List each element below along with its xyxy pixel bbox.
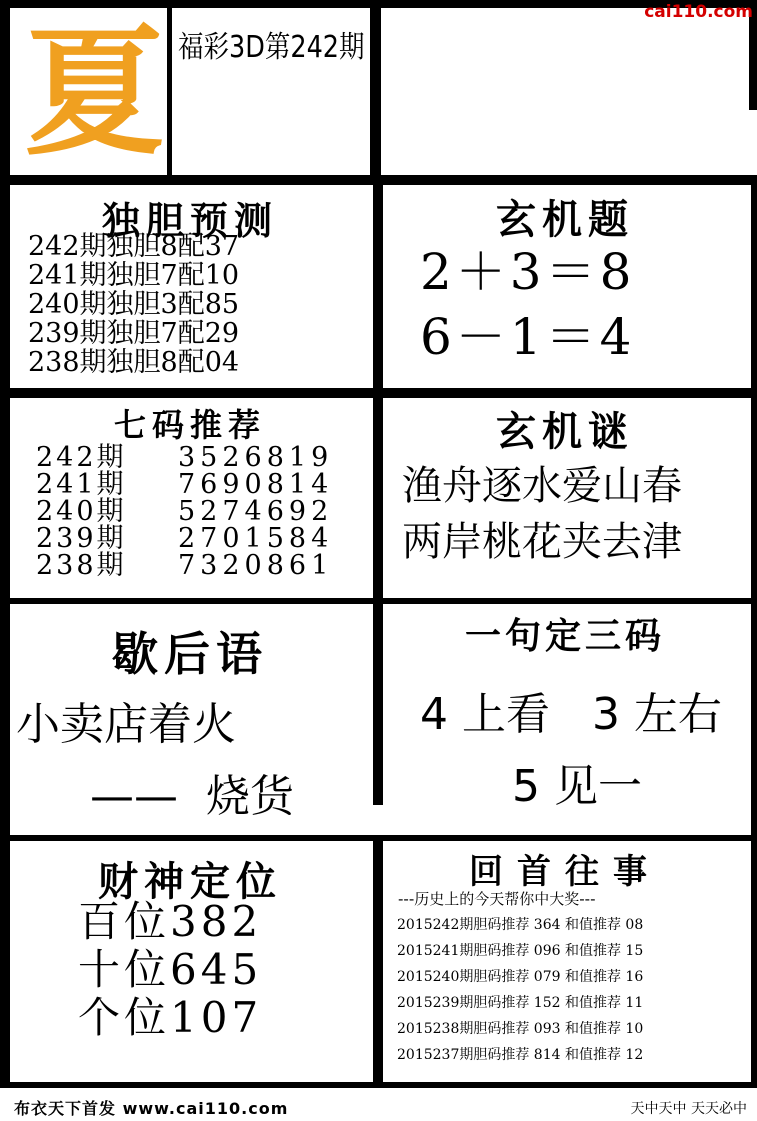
grid-row-2 (0, 388, 757, 398)
qima-table (36, 444, 333, 579)
huishou-row: 2015240期胆码推荐 079 和值推荐 16 (397, 969, 644, 985)
qima-row (36, 525, 333, 552)
caishen-list (78, 898, 262, 1042)
qima-title: 七码推荐 (113, 406, 266, 444)
grid-right-edge (751, 175, 757, 1088)
riddle-line: 两岸桃花夹去津 (402, 519, 682, 565)
huishou-subtitle: ---历史上的今天帮你中大奖--- (398, 890, 596, 908)
grid-mid-col (373, 175, 383, 805)
dudan-title: 独胆预测 (101, 198, 278, 243)
qima-code: 5274692 (178, 496, 334, 527)
grid-row-3 (0, 598, 757, 604)
xuanjiti-title: 玄机题 (496, 196, 634, 243)
qima-period: 242期 (36, 442, 127, 473)
dudan-list (28, 232, 239, 377)
huishou-list (397, 912, 643, 1068)
yiju-line1: 4 上看 3 左右 (420, 689, 722, 740)
qima-period: 239期 (36, 523, 127, 554)
dudan-row: 240期独胆3配85 (28, 289, 240, 320)
riddle-line: 渔舟逐水爱山春 (402, 463, 682, 509)
grid-frame-left (0, 0, 10, 1088)
huishou-row: 2015241期胆码推荐 096 和值推荐 15 (397, 943, 644, 959)
site-badge[interactable]: cai110.com (644, 2, 753, 22)
dudan-row: 239期独胆7配29 (28, 318, 240, 349)
yiju-line2: 5 见一 (512, 761, 642, 812)
huishou-row: 2015237期胆码推荐 814 和值推荐 12 (397, 1047, 644, 1063)
qima-period: 241期 (36, 469, 127, 500)
huishou-row: 2015242期胆码推荐 364 和值推荐 08 (397, 917, 644, 933)
grid-mid-col-low (373, 838, 383, 1088)
dudan-row: 238期独胆8配04 (28, 347, 240, 378)
qima-row (36, 471, 333, 498)
yiju-title: 一句定三码 (464, 615, 665, 657)
qima-period: 240期 (36, 496, 127, 527)
footer-slogan: 天中天中 天天必中 (630, 1101, 747, 1117)
footer-site[interactable]: 布衣天下首发 www.cai110.com (14, 1099, 289, 1118)
huishou-row: 2015239期胆码推荐 152 和值推荐 11 (397, 995, 644, 1011)
caishen-row: 十位645 (78, 945, 263, 994)
equation-line: 2＋3＝8 (420, 243, 636, 301)
logo-character: 夏 (24, 11, 165, 175)
grid-row-4 (0, 835, 757, 841)
xiehouyu-title: 歇后语 (112, 627, 268, 681)
grid-bottom (0, 1082, 757, 1088)
qima-period: 238期 (36, 550, 127, 581)
qima-code: 2701584 (178, 523, 334, 554)
grid-col-a (167, 0, 172, 178)
qima-row (36, 498, 333, 525)
equation-line: 6－1＝4 (420, 308, 636, 366)
qima-row (36, 552, 333, 579)
qima-code: 7320861 (178, 550, 334, 581)
huishou-row: 2015238期胆码推荐 093 和值推荐 10 (397, 1021, 644, 1037)
qima-code: 3526819 (178, 442, 334, 473)
xuanjimi-title: 玄机谜 (496, 408, 634, 455)
xuanjiti-equations (420, 240, 635, 370)
issue-title: 福彩3D第242期 (178, 30, 365, 65)
huishou-title: 回首往事 (469, 852, 661, 892)
qima-code: 7690814 (178, 469, 334, 500)
caishen-title: 财神定位 (98, 858, 282, 905)
xuanjimi-riddle (402, 458, 682, 570)
xiehouyu-line1: 小卖店着火 (16, 699, 236, 750)
dudan-row: 241期独胆7配10 (28, 260, 240, 291)
caishen-row: 个位107 (78, 993, 263, 1042)
caishen-row: 百位382 (78, 897, 263, 946)
xiehouyu-line2: —— 烧货 (90, 771, 294, 822)
dudan-row: 242期独胆8配37 (28, 231, 240, 262)
grid-col-b (370, 0, 381, 178)
qima-row (36, 444, 333, 471)
